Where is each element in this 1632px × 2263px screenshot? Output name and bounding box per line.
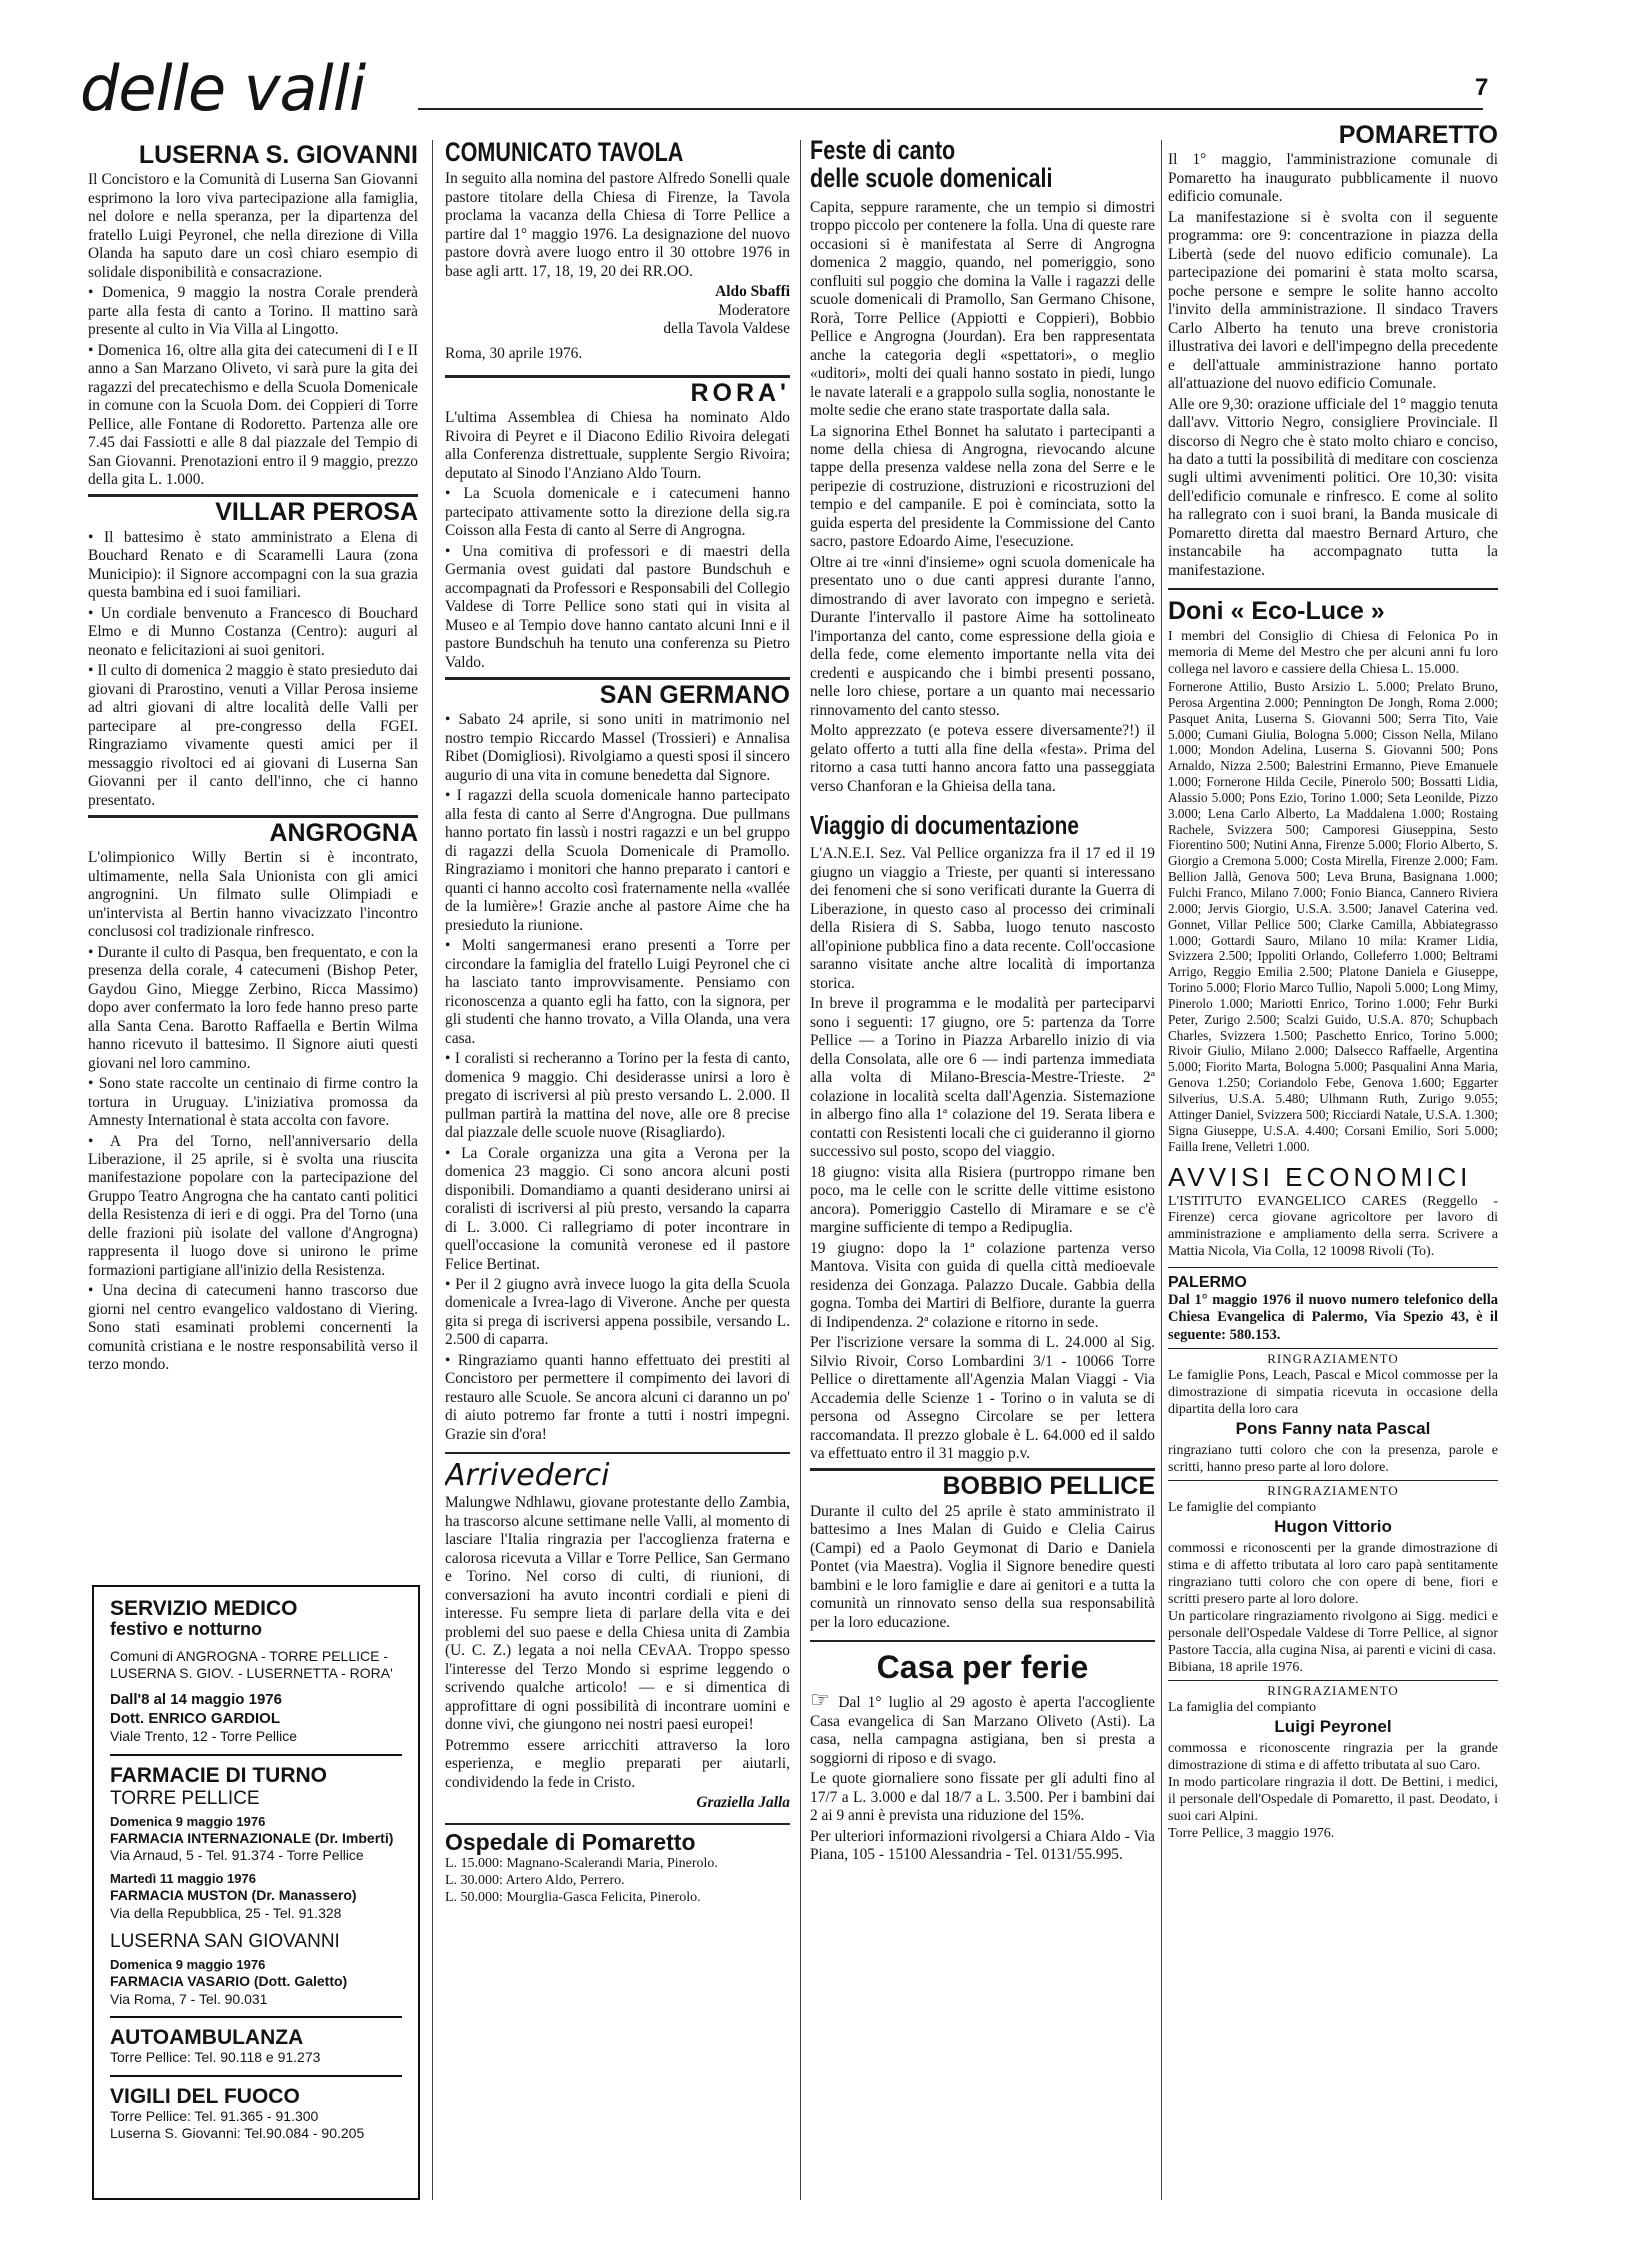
arrivederci-title: Arrivederci (445, 1452, 790, 1494)
thanks-3-title: RINGRAZIAMENTO (1267, 1683, 1399, 1699)
ospedale-line-3: L. 50.000: Mourglia-Gasca Felicita, Pinerolo. (445, 1889, 701, 1905)
palermo-title: PALERMO (1168, 1267, 1498, 1292)
thanks-2-text-3: Un particolare ringraziamento rivolgono ai Sigg. medici e personale dell'Ospedale Valdese di Torre Pellice, al signor Pastore Taccia, alla cugina Nisa, ai parenti e vicini di casa. (1168, 1609, 1498, 1659)
medico-doctor: Dott. ENRICO GARDIOL (110, 1709, 280, 1727)
villar-p3: • Il culto di domenica 2 maggio è stato presieduto dai giovani di Prarostino, venuti a Villar Perosa insieme ad altri giovani di altre località delle Valli per partecipare al pre-congresso della FGEI. Ringraziamo vivamente questi amici per il messaggio rivoltoci ed ai giovani di Luserna San Giovanni per il canto dell'inno, che ci hanno presentato. (88, 662, 418, 809)
medico-address: Viale Trento, 12 - Torre Pellice (110, 1728, 298, 1745)
arrivederci-signature: Graziella Jalla (696, 1794, 790, 1812)
ferie-p1 (810, 1687, 1155, 1769)
medico-dates: Dall'8 al 14 maggio 1976 (110, 1690, 282, 1708)
viaggio-p1: L'A.N.E.I. Sez. Val Pellice organizza fra il 17 ed il 19 giugno un viaggio a Trieste, per quanti si interessano dei fenomeni che si sono verificati durante la Guerra di Liberazione, in questo caso al processo dei criminali della Risiera di S. Sabba, luogo tenuto nascosto all'opinione pubblica fino a data recente. Coll'occasione saranno visitate anche altre località di importanza storica. (810, 845, 1155, 992)
avvisi-text: L'ISTITUTO EVANGELICO CARES (Reggello - Firenze) cerca giovane agricoltore per lavoro di amministrazione e ampliamento della serra. Scrivere a Mattia Nicola, Via Colla, 12 10098 Rivoli (To). (1168, 1193, 1498, 1259)
ospedale-title: Ospedale di Pomaretto (445, 1823, 790, 1857)
farmacie-title: FARMACIE DI TURNO (110, 1763, 327, 1787)
pomaretto-title: POMARETTO (1338, 121, 1498, 149)
germano-p3: • Molti sangermanesi erano presenti a Torre per circondare la famiglia del fratello Luigi Peyronel che ci ha lasciato tanto improvvisamente. Pensiamo con riconoscenza a quanto egli ha fatto, con la signora, per gli studenti che hanno trovato, a Villa Olanda, una vera casa. (445, 937, 790, 1047)
medico-title: SERVIZIO MEDICO (110, 1597, 298, 1620)
header-rule (418, 108, 1483, 110)
pointing-hand-icon: ☞ (810, 1686, 839, 1712)
arrivederci-text: Malungwe Ndhlawu, giovane protestante dello Zambia, ha trascorso alcune settimane nelle Valli, al momento di lasciare l'Italia ringrazia per l'accoglienza fraterna e calorosa ricevuta a Villar e Torre Pellice, San Germano e Torino. Nel corso di culti, di riunioni, di conversazioni ha avuto incontri cordiali e pieni di interesse. Fu sempre lieta di parlare della vita e dei problemi del suo paese e della Chiesa unita di Zambia (U. C. Z.) legata a noi nella CEvAA. Troppo spesso l'interesse del Terzo Mondo si esprime leggendo o scrivendo qualche articolo! — e si dimentica di approfittare di ogni possibilità di incontrare uomini e donne vivi, che giungono nei nostri paesi europei! (445, 1494, 790, 1734)
angrogna-p3: • Sono state raccolte un centinaio di firme contro la tortura in Uruguay. L'iniziativa promossa da Amnesty International è stata accolta con favore. (88, 1075, 418, 1130)
tavola-title: COMUNICATO TAVOLA (445, 138, 684, 167)
box-divider (110, 2016, 402, 2018)
ferie-p3: Per ulteriori informazioni rivolgersi a Chiara Aldo - Via Piana, 105 - 15100 Alessandria - Tel. 0131/55.995. (810, 1827, 1155, 1864)
thanks-2 (1168, 1480, 1498, 1676)
ferie-p1-text: Dal 1° luglio al 29 agosto è aperta l'accogliente Casa evangelica di San Marzano Oliveto (Asti). La casa, nella campagna astigiana, ben si presta a soggiorni di riposo e di svago. (810, 1693, 1155, 1767)
doni-list: Fornerone Attilio, Busto Arsizio L. 5.000; Prelato Bruno, Perosa Argentina 2.000; Pennington De Jongh, Roma 2.000; Pasquet Anita, Luserna S. Giovanni 500; Serra Tito, Vaie 5.000; Cumani Giulia, Bologna 5.000; Cisson Nella, Milano 1.000; Mondon Adelina, Luserna S. Giovanni 500; Pons Arnaldo, Nizza 2.500; Balestrini Ermanno, Pieve Emanuele 1.000; Fornerone Hilda Cecile, Pinerolo 500; Bossatti Lidia, Alassio 5.000; Pons Ezio, Torino 1.000; Seta Leonilde, Pizzo 3.000; Lena Carlo Alberto, La Maddalena 1.000; Rostaing Rachele, Svizzera 500; Camporesi Giuseppina, Sesto Fiorentino 500; Nutini Anna, Firenze 5.000; Florio Alberto, S. Giorgio a Cremona 5.000; Costa Mirella, Firenze 2.000; Fam. Bellion Jallà, Genova 500; Leva Bruna, Basignana 1.000; Fulchi Franco, Milano 7.000; Fonio Bianca, Cannero Riviera 2.000; Jervis Giorgio, U.S.A. 3.500; Janavel Caterina ved. Gonnet, Villar Pellice 500; Clarke Camilla, Abbiategrasso 1.000; Gottardi Sauro, Milano 10 mila: Kramer Lidia, Svizzera 2.500; Ippoliti Orlando, Colleferro 1.000; Beltrami Arrigo, Reggio Emilia 2.500; Platone Daniela e Giuseppe, Torino 5.000; Florio Marco Tullio, Napoli 5.000; Long Mimy, Pinerolo 1.000; Mariotti Enrico, Torino 1.000; Fehr Burki Peter, Zurigo 2.500; Scalzi Guido, U.S.A. 870; Schupbach Charles, Svizzera 1.500; Paschetto Enrico, Torino 5.000; Rivoir Giulio, Milano 2.000; Dalsecco Raffaelle, Argentina 5.000; Fiorito Marta, Bologna 5.000; Pasqualini Anna Maria, Genova 1.250; Coriandolo Febe, Genova 1.600; Eggarter Silverius, U.S.A. 5.480; Ulhmann Ruth, Zurigo 9.055; Attinger Daniel, Svizzera 500; Ricciardi Natale, U.S.A. 1.300; Signa Giuseppe, U.S.A. 4.400; Corsani Emilio, Sori 5.000; Failla Irene, Velletri 1.000. (1168, 679, 1498, 1154)
thanks-1-name: Pons Fanny nata Pascal (1235, 1419, 1431, 1439)
ferie-p2: Le quote giornaliere sono fissate per gli adulti fino al 17/7 a L. 3.000 e dal 18/7 a L. 3.500. Per i bambini dai 2 ai 9 anni è prevista una riduzione del 15%. (810, 1770, 1155, 1825)
thanks-1-title: RINGRAZIAMENTO (1267, 1351, 1399, 1367)
column-3 (810, 136, 1155, 2206)
villar-p1: • Il battesimo è stato amministrato a Elena di Bouchard Renato e di Scaramelli Laura (zona Municipio): il Signore accompagni con la sua grazia questa bambina ed i suoi familiari. (88, 528, 418, 602)
column-rule (432, 140, 433, 2200)
farmacia-3-addr: Via Roma, 7 - Tel. 90.031 (110, 1990, 268, 2007)
pomaretto-p2: La manifestazione si è svolta con il seguente programma: ore 9: concentrazione in piazza della Libertà (sede del nuovo edificio comunale). La partecipazione dei pomarini è stata molto scarsa, poche persone e sempre le solite hanno accolto l'invito della amministrazione. Il sindaco Travers Carlo Alberto ha tenuto una breve cronistoria illustrativa dei lavori e dell'impegno della precedente e dell'attuale amministrazione hanno portato all'attuazione del nuovo edificio Comunale. (1168, 208, 1498, 393)
thanks-1-text: Le famiglie Pons, Leach, Pascal e Micol commosse per la dimostrazione di simpatia ricevuta in occasione della dipartita della loro cara (1168, 1367, 1498, 1418)
thanks-2-date: Bibiana, 18 aprile 1976. (1168, 1660, 1303, 1676)
palermo-text: Dal 1° maggio 1976 il nuovo numero telefonico della Chiesa Evangelica di Palermo, Via Spezio 43, è il seguente: 580.153. (1168, 1291, 1498, 1343)
thanks-3 (1168, 1680, 1498, 1842)
angrogna-body (88, 849, 418, 1375)
thanks-3-name: Luigi Peyronel (1274, 1717, 1392, 1737)
tavola-signature: Aldo Sbaffi (715, 283, 790, 301)
vigili-tel-2: Luserna S. Giovanni: Tel.90.084 - 90.205 (110, 2125, 365, 2142)
farmacia-2-addr: Via della Repubblica, 25 - Tel. 91.328 (110, 1904, 342, 1921)
page-number: 7 (1475, 74, 1489, 101)
feste-title-1: Feste di canto (810, 136, 956, 165)
luserna-p2: • Domenica, 9 maggio la nostra Corale prenderà parte alla festa di canto a Torino. Il mattino sarà presente al culto in Via Villa al Lingotto. (88, 284, 418, 339)
germano-p4: • I coralisti si recheranno a Torino per la festa di canto, domenica 9 maggio. Chi desiderasse unirsi a loro è pregato di iscriversi al più presto versando L. 2.000. Il pullman partirà la mattina del nove, alle ore 8 precise dal piazzale delle scuole nuove (Risagliardo). (445, 1050, 790, 1142)
villar-title: VILLAR PEROSA (88, 494, 418, 528)
germano-p1: • Sabato 24 aprile, si sono uniti in matrimonio nel nostro tempio Riccardo Massel (Trossieri) e Annalisa Ribet (Domigliosi). Rivolgiamo a questi sposi il sincero augurio di una vita in comune benedetta dal Signore. (445, 711, 790, 784)
vigili-title: VIGILI DEL FUOCO (110, 2084, 300, 2108)
viaggio-p4: 19 giugno: dopo la 1ª colazione partenza verso Mantova. Visita con guida di quella città medioevale residenza dei Gonzaga. Palazzo Ducale. Gabbia della gogna. Tomba dei Martiri di Belfiore, durante la guerra di Indipendenza. 2ª colazione e ritorno in sede. (810, 1239, 1155, 1331)
feste-title-2: delle scuole domenicali (810, 163, 1053, 194)
tavola-date: Roma, 30 aprile 1976. (445, 344, 583, 362)
viaggio-p2: In breve il programma e le modalità per parteciparvi sono i seguenti: 17 giugno, ore 5: partenza da Torre Pellice — a Torino in Piazza Arbarello inizio di via della Consolata, alle ore 6 — indi partenza immediata alla volta di Milano-Brescia-Mestre-Trieste. 2ª colazione in località scelta dall'Agenzia. Sistemazione in albergo fino alla 1ª colazione del 19. Serata libera e contatti con Resistenti locali che ci guideranno il giorno successivo sul posto, scopo del viaggio. (810, 995, 1155, 1161)
pomaretto-p1: Il 1° maggio, l'amministrazione comunale di Pomaretto ha inaugurato pubblicamente il nuovo edificio comunale. (1168, 151, 1498, 206)
germano-p2: • I ragazzi della scuola domenicale hanno partecipato alla festa di canto al Serre d'Angrogna. Due pullmans hanno portato fin lassù i nostri ragazzi e un bel gruppo di ragazzi della Scuola Domenicale di Pramollo. Ringraziamo i monitori che hanno preparato i cantori e quanti ci hanno accolto così fraternamente nella «vallée de la lumière»! Grazie anche al pastore Aime che ha presieduto la riunione. (445, 787, 790, 934)
farmacie-luserna: LUSERNA SAN GIOVANNI (110, 1931, 340, 1953)
column-rule (800, 140, 801, 2200)
angrogna-p4: • A Pra del Torno, nell'anniversario della Liberazione, il 25 aprile, si è svolta una riuscita manifestazione popolare con la partecipazione del Gruppo Teatro Angrogna che ha cantato canti politici della Resistenza di ieri e di oggi. Pra del Torno (una delle frazioni più isolate del vallone d'Angrogna) rappresenta il luogo dove si unirono le prime formazioni partigiane all'inizio della Resistenza. (88, 1132, 418, 1279)
thanks-2-title: RINGRAZIAMENTO (1267, 1483, 1399, 1499)
angrogna-p2: • Durante il culto di Pasqua, ben frequentato, e con la presenza della corale, 4 catecumeni (Bishop Peter, Gaydou Gino, Miegge Zerbino, Ricca Massimo) dopo aver confermato la loro fede hanno preso parte alla Santa Cena. Barotto Raffaella e Bertin Wilma hanno ricevuto il battesimo. Il Signore aiuti questi giovani nel loro cammino. (88, 943, 418, 1072)
feste-p3: Oltre ai tre «inni d'insieme» ogni scuola domenicale ha presentato uno o due canti appresi durante l'anno, dimostrando di aver lavorato con impegno e serietà. Durante l'intervallo il pastore Aime ha sottolineato l'importanza del canto, come espressione della gioia e della fede, come elemento importante nella vita dei credenti e auspicando che i bimbi presenti possano, nelle loro chiese, portare a un quanto mai necessario rinnovamento del canto stesso. (810, 553, 1155, 719)
column-rule (1161, 140, 1162, 2200)
germano-title: SAN GERMANO (445, 677, 790, 711)
bobbio-text: Durante il culto del 25 aprile è stato amministrato il battesimo a Ines Malan di Guido e Clelia Cairus (Campi) ed a Paolo Geymonat di Dario e Daniela Pontet (via Maestra). Voglia il Signore benedire questi bambini e le loro famiglie e dare ai genitori e a tutta la comunità un rinnovato senso della sua responsabilità per la loro educazione. (810, 1502, 1155, 1631)
viaggio-title: Viaggio di documentazione (810, 810, 1079, 841)
germano-p5: • La Corale organizza una gita a Verona per la domenica 23 maggio. Ci sono ancora alcuni posti disponibili. Domandiamo a quanti desiderano unirsi ai coralisti di iscriversi al più presto, versando la caparra di L. 3.000. Ci rallegriamo di poter incontrare in quell'occasione la comunità veronese ed il pastore Felice Bertinat. (445, 1144, 790, 1273)
farmacia-date-3: Domenica 9 maggio 1976 (110, 1956, 266, 1972)
thanks-2-text-2: commossi e riconoscenti per la grande dimostrazione di stima e di affetto tributata al loro caro papà sentitamente ringraziano tutti coloro che con opere di bene, fiori e scritti presero parte al loro dolore. (1168, 1540, 1498, 1607)
angrogna-title: ANGROGNA (88, 815, 418, 849)
angrogna-p5: • Una decina di catecumeni hanno trascorso due giorni nel centro evangelico valdostano di Viering. Sono stati esaminati problemi concernenti la comunità cristiana e le nostre responsabilità verso il terzo mondo. (88, 1282, 418, 1374)
ambulanza-tel: Torre Pellice: Tel. 90.118 e 91.273 (110, 2049, 321, 2066)
germano-p6: • Per il 2 giugno avrà invece luogo la gita della Scuola domenicale a Ivrea-lago di Viverone. Anche per questa gita si prega di iscriversi appena possibile, versando L. 2.500 di caparra. (445, 1276, 790, 1349)
viaggio-p5: Per l'iscrizione versare la somma di L. 24.000 al Sig. Silvio Rivoir, Corso Lombardini 3/1 - 10066 Torre Pellice o direttamente all'Agenzia Malan Viaggi - Via Accademia delle Scienze 1 - Torino o in valuta se di persona od Assegno Circolare se per lettera raccomandata. Il prezzo globale è L. 64.000 ed il saldo va effettuato entro il 31 maggio p.v. (810, 1334, 1155, 1462)
column-4 (1168, 120, 1498, 2210)
doni-title: Doni « Eco-Luce » (1168, 588, 1498, 624)
luserna-p3: • Domenica 16, oltre alla gita dei catecumeni di I e II anno a San Marzano Oliveto, vi sarà pure la gita dei ragazzi del precatechismo e della Scuola Domenicale in comune con la Scuola Dom. dei Coppieri di Torre Pellice, alle Fontane di Rodoretto. Partenza alle ore 7.45 dai Fassiotti e alle 8 dal piazzale del Tempio di San Giovanni. Prenotazioni entro il 9 maggio, prezzo della gita L. 1.000. (88, 341, 418, 488)
doni-text: I membri del Consiglio di Chiesa di Felonica Po in memoria di Meme del Mestro che per alcuni anni fu loro collega nel lavoro e cassiere della Chiesa L. 15.000. (1168, 628, 1498, 678)
feste-p4: Molto apprezzato (e poteva essere diversamente?!) il gelato offerto a tutti alla fine della «festa». Prima del ritorno a casa tutti hanno ancora fatto una passeggiata verso Chanforan e la Ghieisa della tana. (810, 722, 1155, 795)
thanks-2-text: Le famiglie del compianto (1168, 1499, 1317, 1515)
germano-p7: • Ringraziamo quanti hanno effettuato dei prestiti al Concistoro per permettere il compimento dei lavori di restauro alle Scuole. Se ancora alcuni ci daranno un po' di aiuto potremo far fronte a tutti i nostri impegni. Grazie sin d'ora! (445, 1351, 790, 1443)
column-1 (88, 140, 418, 1560)
pomaretto-p3: Alle ore 9,30: orazione ufficiale del 1° maggio tenuta dall'avv. Vittorio Negro, consigliere Provinciale. Il discorso di Negro che è stato molto chiaro e conciso, ha dato a tutti la possibilità di meditare con coscienza sugli ultimi avvenimenti politici. Ore 10,30: visita dell'edificio comunale e rinfresco. E come al solito ha rallegrato con i suoi brani, la Banda musicale di Pomaretto diretta dal maestro Bernard Arturo, che instancabile ha accompagnato tutta la manifestazione. (1168, 395, 1498, 579)
farmacia-1-addr: Via Arnaud, 5 - Tel. 91.374 - Torre Pellice (110, 1847, 364, 1864)
avvisi-title: AVVISI ECONOMICI (1168, 1162, 1472, 1193)
rora-title: RORA' (445, 375, 790, 409)
farmacia-1: FARMACIA INTERNAZIONALE (Dr. Imberti) (110, 1829, 394, 1846)
tavola-role: Moderatore (718, 301, 790, 319)
thanks-3-text-2: commossa e riconoscente ringrazia per la grande dimostrazione di stima e di affetto tributata al suo Caro. (1168, 1741, 1498, 1774)
rora-p2: • La Scuola domenicale e i catecumeni hanno partecipato attivamente sotto la direzione della sig.ra Coisson alla Festa di canto al Serre di Angrogna. (445, 485, 790, 540)
villar-p2: • Un cordiale benvenuto a Francesco di Bouchard Elmo e di Munno Costanza (Centro): auguri al neonato e felicitazioni ai suoi genitori. (88, 604, 418, 659)
thanks-3-text: La famiglia del compianto (1168, 1700, 1317, 1716)
luserna-title: LUSERNA S. GIOVANNI (138, 141, 418, 169)
angrogna-p1: L'olimpionico Willy Bertin si è incontrato, ultimamente, nella Sala Unionista con gli amici angrognini. Un filmato sulle Olimpiadi e un'intervista al Bertin hanno vivacizzato l'incontro conclusosi col tradizionale rinfresco. (88, 849, 418, 941)
farmacia-date-2: Martedì 11 maggio 1976 (110, 1870, 256, 1886)
luserna-body (88, 171, 418, 489)
farmacia-2: FARMACIA MUSTON (Dr. Manassero) (110, 1887, 357, 1904)
rora-p3: • Una comitiva di professori e di maestri della Germania ovest guidati dal pastore Bundschuh e accompagnati da Professori e Responsabili del Collegio Valdese di Torre Pellice sono stati qui in visita al Museo e al Tempio dove hanno cantato alcuni Inni e il pastore Bundschuh ha tenuto una conferenza su Pietro Valdo. (445, 542, 790, 671)
box-divider (110, 2075, 402, 2077)
thanks-3-text-3: In modo particolare ringrazia il dott. De Bettini, i medici, il personale dell'Ospedale di Pomaretto, il past. Deodato, i suoi cari Alpini. (1168, 1775, 1498, 1825)
box-divider (110, 1754, 402, 1756)
tavola-role-2: della Tavola Valdese (663, 320, 790, 338)
farmacia-3: FARMACIA VASARIO (Dott. Galetto) (110, 1973, 348, 1990)
villar-body (88, 529, 418, 810)
services-box (92, 1585, 420, 2200)
farmacia-date-1: Domenica 9 maggio 1976 (110, 1813, 266, 1829)
tavola-text: In seguito alla nomina del pastore Alfredo Sonelli quale pastore titolare della Chiesa di Firenze, la Tavola proclama la vacanza della Chiesa di Torre Pellice a partire dal 1° maggio 1976. La designazione del nuovo pastore dovrà avere luogo entro il 30 ottobre 1976 in base agli artt. 17, 18, 19, 20 dei RR.OO. (445, 170, 790, 280)
vigili-tel-1: Torre Pellice: Tel. 91.365 - 91.300 (110, 2107, 319, 2124)
farmacie-torre: TORRE PELLICE (110, 1787, 260, 1809)
ospedale-line-1: L. 15.000: Magnano-Scalerandi Maria, Pinerolo. (445, 1856, 718, 1872)
feste-p1: Capita, seppure raramente, che un tempio si dimostri troppo piccolo per contenere la folla. Una di queste rare occasioni si è manifestata al Serre di Angrogna domenica 2 maggio, quando, nel pomeriggio, sono confluiti sul poggio che domina la Valle i ragazzi delle scuole domenicali di Pramollo, San Germano Chisone, Rorà, Torre Pellice (Appiotti e Coppieri), Bobbio Pellice e Angrogna (Jourdan). Era ben rappresentata anche la categoria degli «spettatori», o meglio «uditori», molti dei quali hanno sostato in piedi, lungo le navate laterali e a grappolo sulla soglia, nonostante le molte sedie che erano state trasportate dalla sala. (810, 198, 1155, 420)
luserna-p1: Il Concistoro e la Comunità di Luserna San Giovanni esprimono la loro viva partecipazione alla famiglia, nel dolore e nella speranza, per la dipartenza del fratello Luigi Peyronel, che nella direzione di Villa Olanda ha saputo dare un così chiaro esempio di solidale disponibilità e consacrazione. (88, 171, 418, 281)
column-2 (445, 138, 790, 2208)
bobbio-title: BOBBIO PELLICE (810, 1468, 1155, 1502)
ospedale-line-2: L. 30.000: Artero Aldo, Perrero. (445, 1872, 625, 1888)
section-title: delle valli (80, 52, 366, 125)
thanks-2-name: Hugon Vittorio (1274, 1517, 1392, 1536)
medico-comuni: Comuni di ANGROGNA - TORRE PELLICE - LUSERNA S. GIOV. - LUSERNETTA - RORA' (110, 1647, 393, 1682)
feste-p2: La signorina Ethel Bonnet ha salutato i partecipanti a nome della chiesa di Angrogna, rievocando alcune tappe della presenza valdese nella zona del Serre e le peripezie di costruzione, distruzioni e ricostruzioni del tempio e del campanile. E poi è cominciata, sotto la guida esperta del presidente la Commissione del Canto sacro, pastore Edoardo Aime, l'esecuzione. (810, 422, 1155, 551)
thanks-3-date: Torre Pellice, 3 maggio 1976. (1168, 1826, 1335, 1842)
ferie-title: Casa per ferie (810, 1640, 1155, 1686)
rora-p1: L'ultima Assemblea di Chiesa ha nominato Aldo Rivoira di Peyret e il Diacono Edilio Rivoira delegati alla Conferenza distrettuale, supplente Sergio Rivoira; deputato al Sinodo l'Anziano Aldo Tourn. (445, 409, 790, 482)
thanks-1 (1168, 1348, 1498, 1476)
thanks-1-text-2: ringraziano tutti coloro che con la presenza, parole e scritti, hanno preso parte al loro dolore. (1168, 1442, 1498, 1475)
arrivederci-text-2: Potremmo essere arricchiti attraverso la loro esperienza, e meglio preparati per aiutarli, condividendo la fede in Cristo. (445, 1736, 790, 1791)
viaggio-p3: 18 giugno: visita alla Risiera (purtroppo rimane ben poco, ma le celle con le scritte delle vittime esistono ancora). Pomeriggio Castello di Miramare e se c'è margine sufficiente di tempo a Redipuglia. (810, 1163, 1155, 1237)
ambulanza-title: AUTOAMBULANZA (110, 2026, 304, 2050)
medico-sub: festivo e notturno (110, 1619, 262, 1640)
